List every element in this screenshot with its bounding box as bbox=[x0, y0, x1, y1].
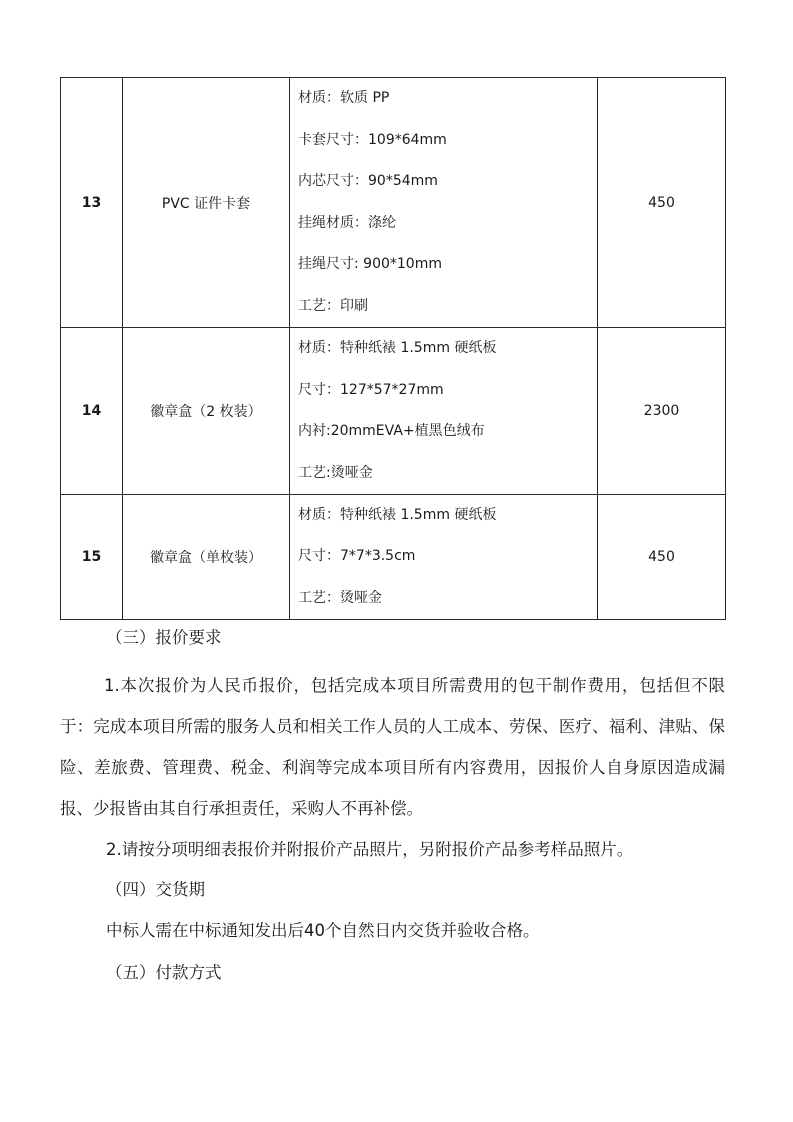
spec-line: 工艺：印刷 bbox=[298, 297, 368, 314]
delivery-heading: （四）交货期 bbox=[106, 880, 205, 899]
quote-requirements-heading: （三）报价要求 bbox=[106, 628, 222, 647]
spec-line: 材质：软质 PP bbox=[298, 90, 390, 106]
item-specs bbox=[290, 78, 598, 328]
item-specs bbox=[290, 495, 598, 620]
item-name: PVC 证件卡套 bbox=[123, 78, 290, 328]
spec-line: 内衬:20mmEVA+植黑色绒布 bbox=[298, 423, 485, 439]
item-number: 14 bbox=[61, 328, 123, 495]
quote-requirements-paragraph-1 bbox=[60, 665, 725, 829]
spec-line: 工艺：烫哑金 bbox=[298, 589, 382, 606]
spec-line: 挂绳尺寸: 900*10mm bbox=[298, 256, 442, 272]
spec-line: 工艺:烫哑金 bbox=[298, 464, 373, 481]
payment-heading: （五）付款方式 bbox=[106, 963, 222, 982]
spec-line: 尺寸：7*7*3.5cm bbox=[298, 548, 416, 565]
table-row bbox=[61, 495, 726, 620]
product-spec-table bbox=[60, 77, 726, 620]
item-specs bbox=[290, 328, 598, 495]
item-name: 徽章盒（2 枚装） bbox=[123, 328, 290, 495]
item-quantity: 450 bbox=[598, 78, 726, 328]
quote-requirements-paragraph-2: 2.请按分项明细表报价并附报价产品照片，另附报价产品参考样品照片。 bbox=[106, 840, 634, 859]
quote-p1-text: 1.本次报价为人民币报价，包括完成本项目所需费用的包干制作费用，包括但不限于：完成本项目所需的服务人员和相关工作人员的人工成本、劳保、医疗、福利、津贴、保险、差旅费、管理费、税金、利润等完成本项目所有内容费用，因报价人自身原因造成漏报、少报皆由其自行承担责任，采购人不再补偿。 bbox=[60, 676, 725, 818]
spec-line: 挂绳材质：涤纶 bbox=[298, 214, 396, 231]
table-row bbox=[61, 328, 726, 495]
item-quantity: 450 bbox=[598, 495, 726, 620]
item-quantity: 2300 bbox=[598, 328, 726, 495]
item-number: 15 bbox=[61, 495, 123, 620]
spec-line: 材质：特种纸裱 1.5mm 硬纸板 bbox=[298, 340, 497, 356]
item-name: 徽章盒（单枚装） bbox=[123, 495, 290, 620]
spec-line: 材质：特种纸裱 1.5mm 硬纸板 bbox=[298, 507, 497, 524]
spec-line: 卡套尺寸：109*64mm bbox=[298, 131, 447, 148]
item-number: 13 bbox=[61, 78, 123, 328]
spec-line: 内芯尺寸：90*54mm bbox=[298, 173, 438, 189]
spec-line: 尺寸：127*57*27mm bbox=[298, 381, 444, 398]
table-row bbox=[61, 78, 726, 328]
delivery-text: 中标人需在中标通知发出后40个自然日内交货并验收合格。 bbox=[106, 921, 540, 940]
